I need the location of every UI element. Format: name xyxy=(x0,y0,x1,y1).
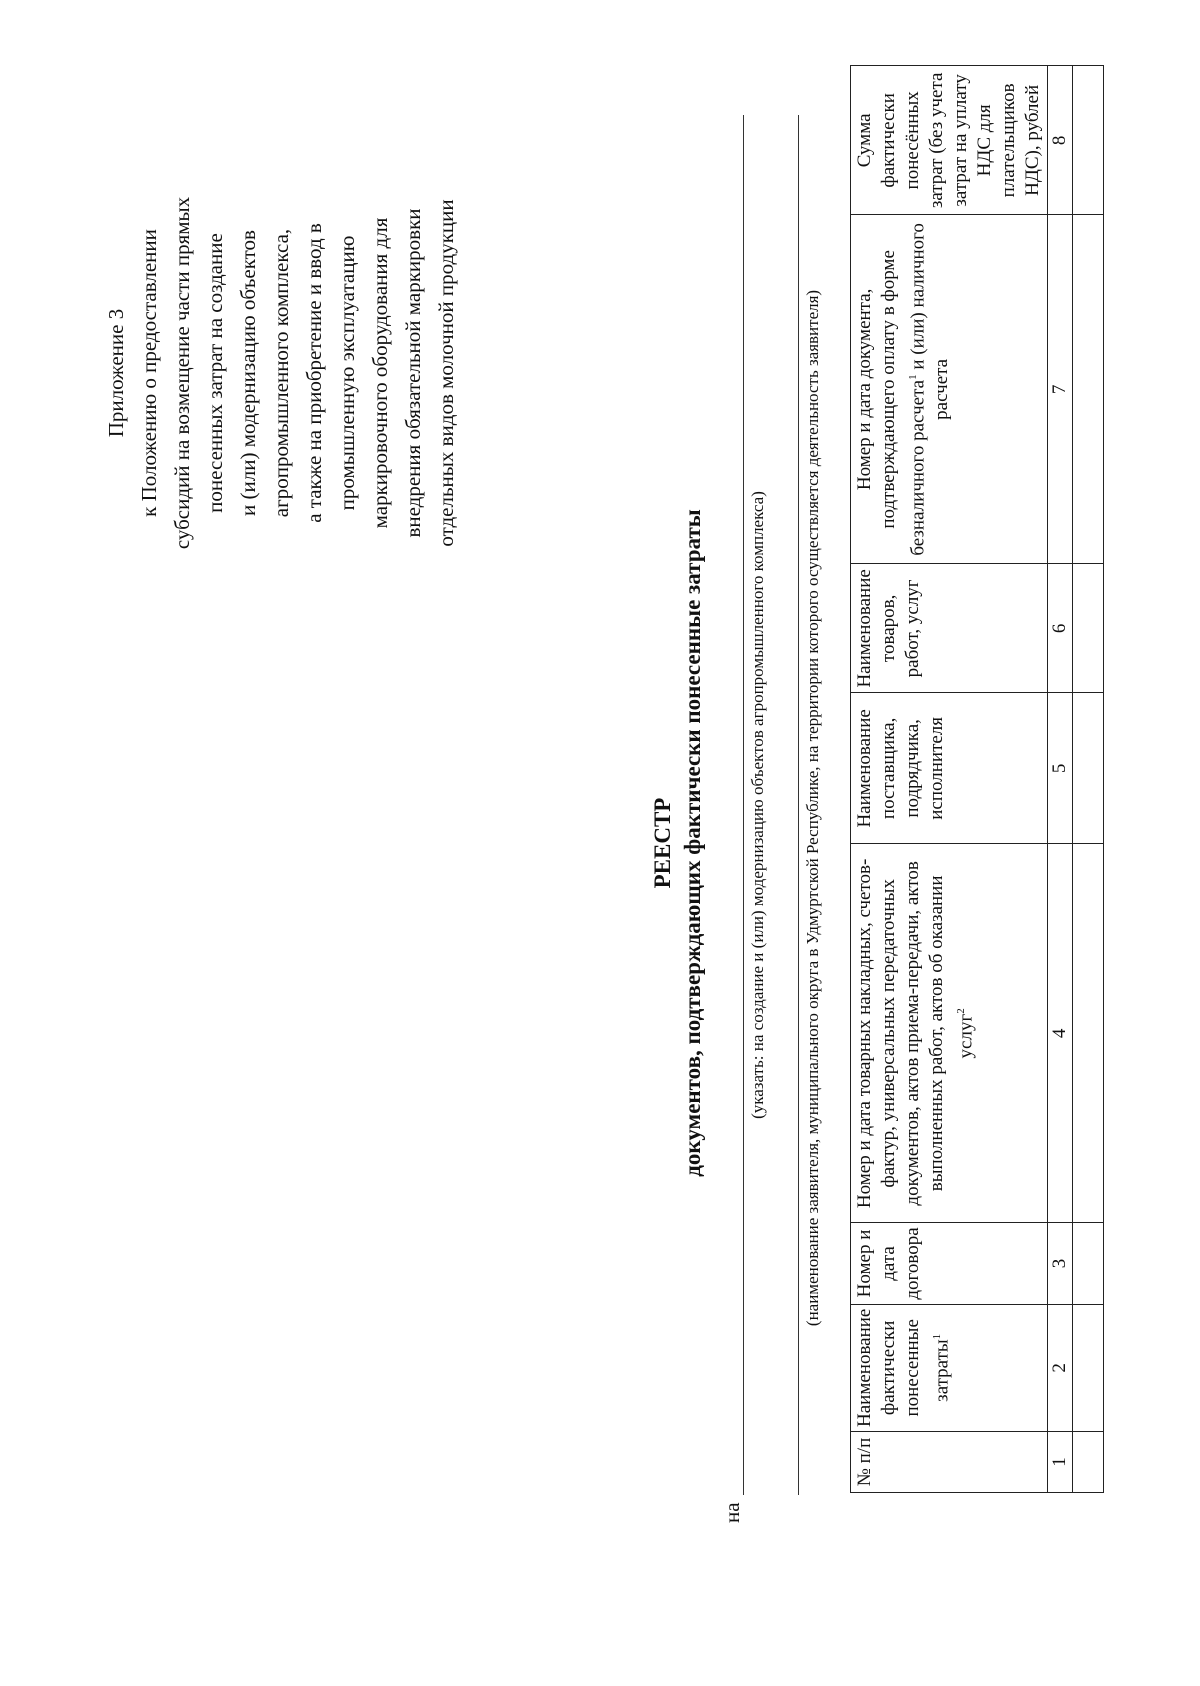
table-cell[interactable] xyxy=(1073,844,1104,1223)
appendix-line: понесенных затрат на создание xyxy=(203,233,227,513)
table-cell[interactable] xyxy=(1073,564,1104,693)
appendix-header xyxy=(100,143,463,603)
header-cell: Сумма фактически понесённых затрат (без учета затрат на уплату НДС для плательщиков НДС), рублей xyxy=(851,66,1048,215)
appendix-line: отдельных видов молочной продукции xyxy=(434,199,458,547)
appendix-line: промышленную эксплуатацию xyxy=(335,235,359,511)
column-number: 3 xyxy=(1048,1223,1073,1304)
appendix-line: внедрения обязательной маркировки xyxy=(401,208,425,538)
fill-line-applicant xyxy=(798,115,799,1495)
header-cell: Номер и дата договора xyxy=(851,1223,1048,1304)
column-number: 2 xyxy=(1048,1304,1073,1431)
header-cell-text: Наименование фактически понесенные затраты xyxy=(854,1308,953,1427)
appendix-line: а также на приобретение и ввод в xyxy=(302,223,326,523)
column-number: 1 xyxy=(1048,1432,1073,1493)
registry-title: РЕЕСТР xyxy=(650,797,675,889)
rotated-sheet xyxy=(60,63,1140,1623)
appendix-line: и (или) модернизацию объектов xyxy=(236,230,260,516)
footnote-mark: 2 xyxy=(955,1008,967,1014)
table-row xyxy=(1073,66,1104,1493)
footnote-mark: 1 xyxy=(907,374,919,380)
table-cell[interactable] xyxy=(1073,1432,1104,1493)
table-cell[interactable] xyxy=(1073,215,1104,564)
header-cell-text: Номер и дата товарных накладных, счетов-фактур, универсальных передаточных документов, актов приема-передачи, актов выполненных работ, актов об оказании услуг xyxy=(854,858,977,1209)
applicant-hint: (наименование заявителя, муниципального округа в Удмуртской Республике, на территории которого осуществляется деятельность заявителя) xyxy=(803,289,822,1327)
registry-subtitle: документов, подтверждающих фактически понесенные затраты xyxy=(680,509,705,1177)
header-cell xyxy=(851,215,1048,564)
column-number: 8 xyxy=(1048,66,1073,215)
registry-table xyxy=(850,65,1104,1493)
table-cell[interactable] xyxy=(1073,1223,1104,1304)
header-cell xyxy=(851,844,1048,1223)
purpose-hint: (указать: на создание и (или) модернизацию объектов агропромышленного комплекса) xyxy=(748,491,767,1119)
header-cell-text: Номер и дата документа, подтверждающего оплату в форме безналичного расчета xyxy=(854,250,929,556)
table-cell[interactable] xyxy=(1073,693,1104,844)
header-cell: Наименование поставщика, подрядчика, исполнителя xyxy=(851,693,1048,844)
table-number-row xyxy=(1048,66,1073,1493)
header-cell-text: и (или) наличного расчета xyxy=(907,223,953,420)
appendix-line: Приложение 3 xyxy=(104,308,128,438)
table-cell[interactable] xyxy=(1073,66,1104,215)
na-label: на xyxy=(720,1502,744,1523)
appendix-line: агропромышленного комплекса, xyxy=(269,228,293,518)
header-cell: Наименование товаров, работ, услуг xyxy=(851,564,1048,693)
column-number: 6 xyxy=(1048,564,1073,693)
header-cell: № п/п xyxy=(851,1432,1048,1493)
table-header-row xyxy=(851,66,1048,1493)
footnote-mark: 1 xyxy=(931,1333,943,1340)
column-number: 4 xyxy=(1048,844,1073,1223)
appendix-line: маркировочного оборудования для xyxy=(368,217,392,529)
table-cell[interactable] xyxy=(1073,1304,1104,1431)
column-number: 7 xyxy=(1048,215,1073,564)
appendix-line: субсидий на возмещение части прямых xyxy=(170,196,194,550)
fill-line-purpose xyxy=(743,115,744,1495)
appendix-line: к Положению о предоставлении xyxy=(137,229,161,517)
header-cell xyxy=(851,1304,1048,1431)
column-number: 5 xyxy=(1048,693,1073,844)
